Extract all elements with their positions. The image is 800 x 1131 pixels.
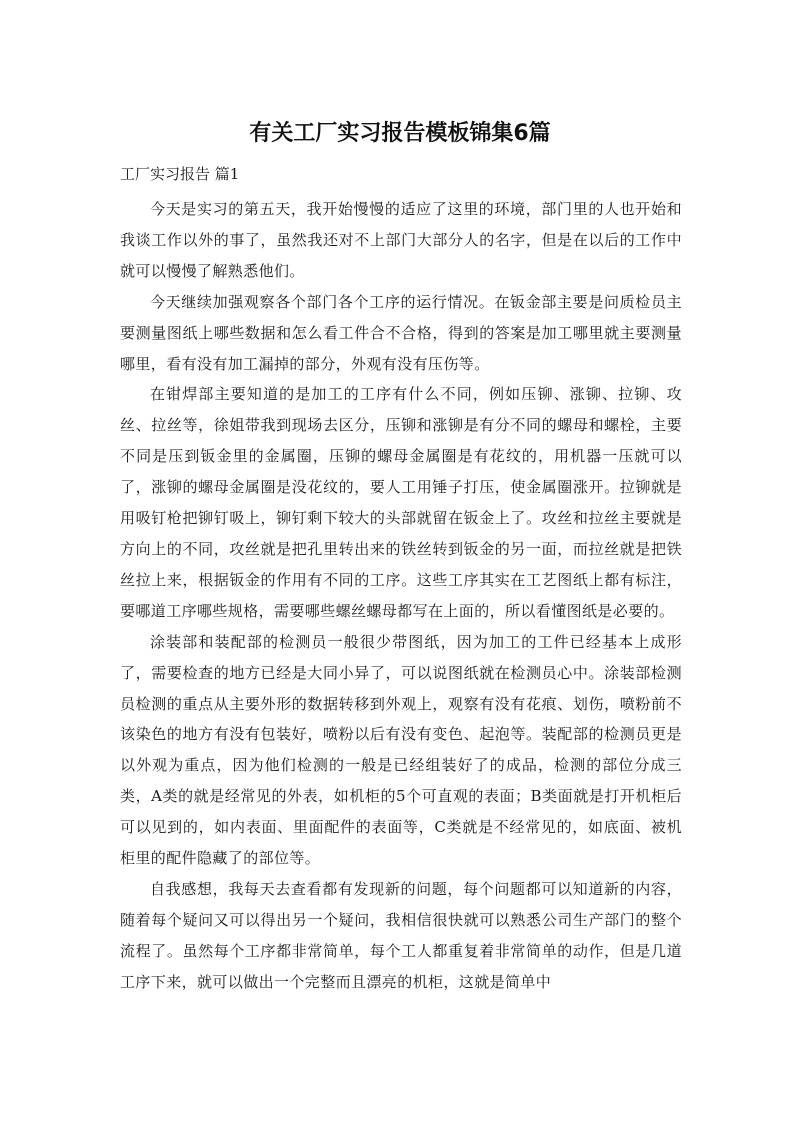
paragraph: 在钳焊部主要知道的是加工的工序有什么不同，例如压铆、涨铆、拉铆、攻丝、拉丝等，徐姐带我到现场去区分，压铆和涨铆是有分不同的螺母和螺栓，主要不同是压到钣金里的金属圈，压铆的螺母金属圈是有花纹的，用机器一压就可以了，涨铆的螺母金属圈是没花纹的，要人工用锤子打压，使金属圈涨开。拉铆就是用吸钉枪把铆钉吸上，铆钉剩下较大的头部就留在钣金上了。攻丝和拉丝主要就是方向上的不同，攻丝就是把孔里转出来的铁丝转到钣金的另一面，而拉丝就是把铁丝拉上来，根据钣金的作用有不同的工序。这些工序其实在工艺图纸上都有标注，要哪道工序哪些规格，需要哪些螺丝螺母都写在上面的，所以看懂图纸是必要的。 <box>120 385 682 620</box>
section-heading: 工厂实习报告 篇1 <box>120 165 240 183</box>
paragraph: 自我感想，我每天去查看都有发现新的问题，每个问题都可以知道新的内容，随着每个疑问又可以得出另一个疑问，我相信很快就可以熟悉公司生产部门的整个流程了。虽然每个工序都非常简单，每个工人都重复着非常简单的动作，但是几道工序下来，就可以做出一个完整而且漂亮的机柜，这就是简单中 <box>120 879 682 991</box>
paragraph: 今天是实习的第五天，我开始慢慢的适应了这里的环境，部门里的人也开始和我谈工作以外的事了，虽然我还对不上部门大部分人的名字，但是在以后的工作中就可以慢慢了解熟悉他们。 <box>120 200 682 280</box>
document-body <box>120 194 682 998</box>
paragraph: 涂装部和装配部的检测员一般很少带图纸，因为加工的工件已经基本上成形了，需要检查的地方已经是大同小异了，可以说图纸就在检测员心中。涂装部检测员检测的重点从主要外形的数据转移到外观上，观察有没有花痕、划伤，喷粉前不该染色的地方有没有包装好，喷粉以后有没有变色、起泡等。装配部的检测员更是以外观为重点，因为他们检测的一般是已经组装好了的成品，检测的部位分成三类，A类的就是经常见的外表，如机柜的5个可直观的表面；B类面就是打开机柜后可以见到的，如内表面、里面配件的表面等，C类就是不经常见的，如底面、被机柜里的配件隐藏了的部位等。 <box>120 632 682 868</box>
paragraph: 今天继续加强观察各个部门各个工序的运行情况。在钣金部主要是问质检员主要测量图纸上哪些数据和怎么看工件合不合格，得到的答案是加工哪里就主要测量哪里，看有没有加工漏掉的部分，外观有没有压伤等。 <box>120 292 682 373</box>
document-title: 有关工厂实习报告模板锦集6篇 <box>249 121 551 146</box>
